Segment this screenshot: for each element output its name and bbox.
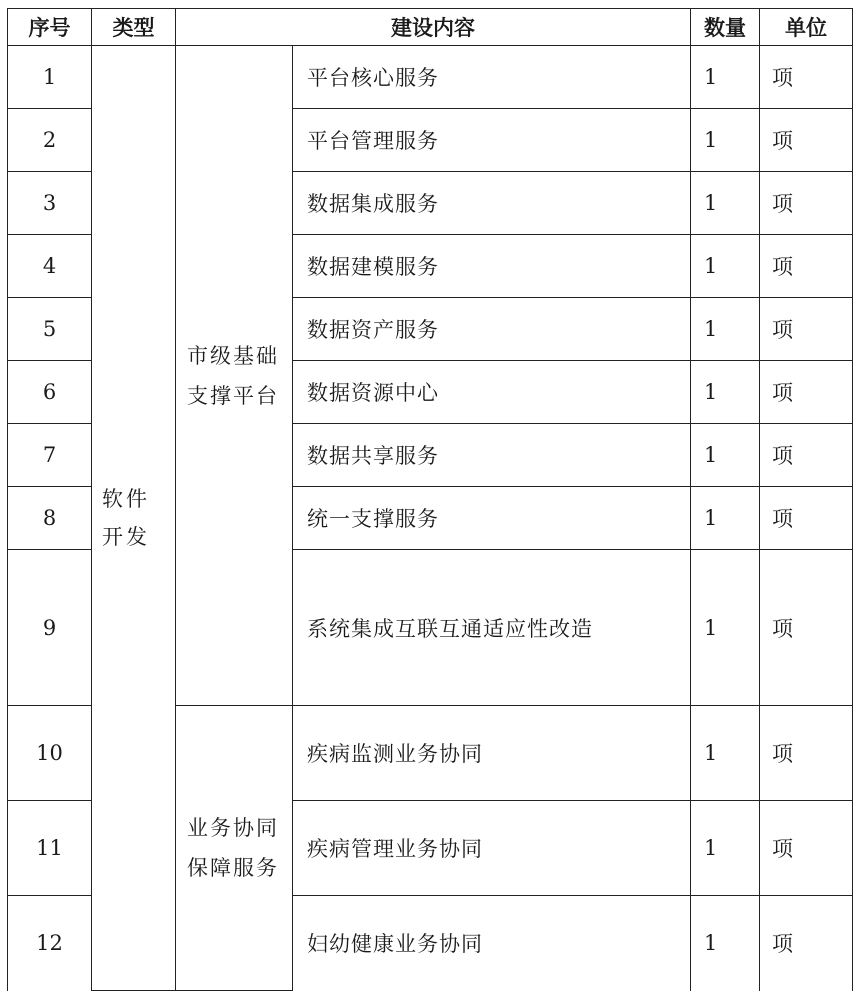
header-quantity: 数量 [691, 9, 760, 46]
row-quantity: 1 [691, 172, 760, 235]
row-index: 9 [8, 550, 92, 706]
row-content: 平台核心服务 [293, 46, 691, 109]
row-quantity: 1 [691, 424, 760, 487]
row-index: 1 [8, 46, 92, 109]
row-index: 11 [8, 801, 92, 896]
row-quantity: 1 [691, 298, 760, 361]
row-quantity: 1 [691, 706, 760, 801]
row-content: 数据建模服务 [293, 235, 691, 298]
group-line: 支撑平台 [187, 383, 279, 408]
row-quantity: 1 [691, 361, 760, 424]
row-unit: 项 [760, 706, 853, 801]
row-quantity: 1 [691, 896, 760, 991]
row-index: 8 [8, 487, 92, 550]
row-unit: 项 [760, 896, 853, 991]
group-line: 业务协同 [187, 816, 279, 840]
row-content: 系统集成互联互通适应性改造 [293, 550, 691, 706]
category-line: 开发 [102, 525, 150, 549]
row-unit: 项 [760, 424, 853, 487]
row-unit: 项 [760, 46, 853, 109]
row-quantity: 1 [691, 550, 760, 706]
header-content: 建设内容 [176, 9, 691, 46]
row-quantity: 1 [691, 487, 760, 550]
row-content: 数据集成服务 [293, 172, 691, 235]
row-quantity: 1 [691, 235, 760, 298]
row-unit: 项 [760, 298, 853, 361]
row-content: 平台管理服务 [293, 109, 691, 172]
row-unit: 项 [760, 487, 853, 550]
row-quantity: 1 [691, 801, 760, 896]
row-content: 数据资产服务 [293, 298, 691, 361]
group-cell-platform [176, 46, 293, 706]
row-unit: 项 [760, 172, 853, 235]
construction-table [7, 8, 853, 991]
row-unit: 项 [760, 109, 853, 172]
row-unit: 项 [760, 235, 853, 298]
row-index: 6 [8, 361, 92, 424]
row-index: 2 [8, 109, 92, 172]
row-content: 统一支撑服务 [293, 487, 691, 550]
header-unit: 单位 [760, 9, 853, 46]
row-index: 10 [8, 706, 92, 801]
header-index: 序号 [8, 9, 92, 46]
group-line: 保障服务 [187, 856, 279, 880]
table-row [8, 46, 853, 109]
category-line: 软件 [102, 487, 150, 511]
row-quantity: 1 [691, 46, 760, 109]
row-unit: 项 [760, 550, 853, 706]
row-content: 疾病管理业务协同 [293, 801, 691, 896]
row-content: 疾病监测业务协同 [293, 706, 691, 801]
row-index: 3 [8, 172, 92, 235]
header-row [8, 9, 853, 46]
group-cell-collaboration [176, 706, 293, 991]
row-quantity: 1 [691, 109, 760, 172]
row-index: 4 [8, 235, 92, 298]
row-unit: 项 [760, 361, 853, 424]
row-index: 12 [8, 896, 92, 991]
group-line: 市级基础 [187, 343, 279, 368]
row-content: 数据资源中心 [293, 361, 691, 424]
row-content: 妇幼健康业务协同 [293, 896, 691, 991]
category-cell [92, 46, 176, 991]
row-index: 5 [8, 298, 92, 361]
row-content: 数据共享服务 [293, 424, 691, 487]
row-index: 7 [8, 424, 92, 487]
header-type: 类型 [92, 9, 176, 46]
row-unit: 项 [760, 801, 853, 896]
